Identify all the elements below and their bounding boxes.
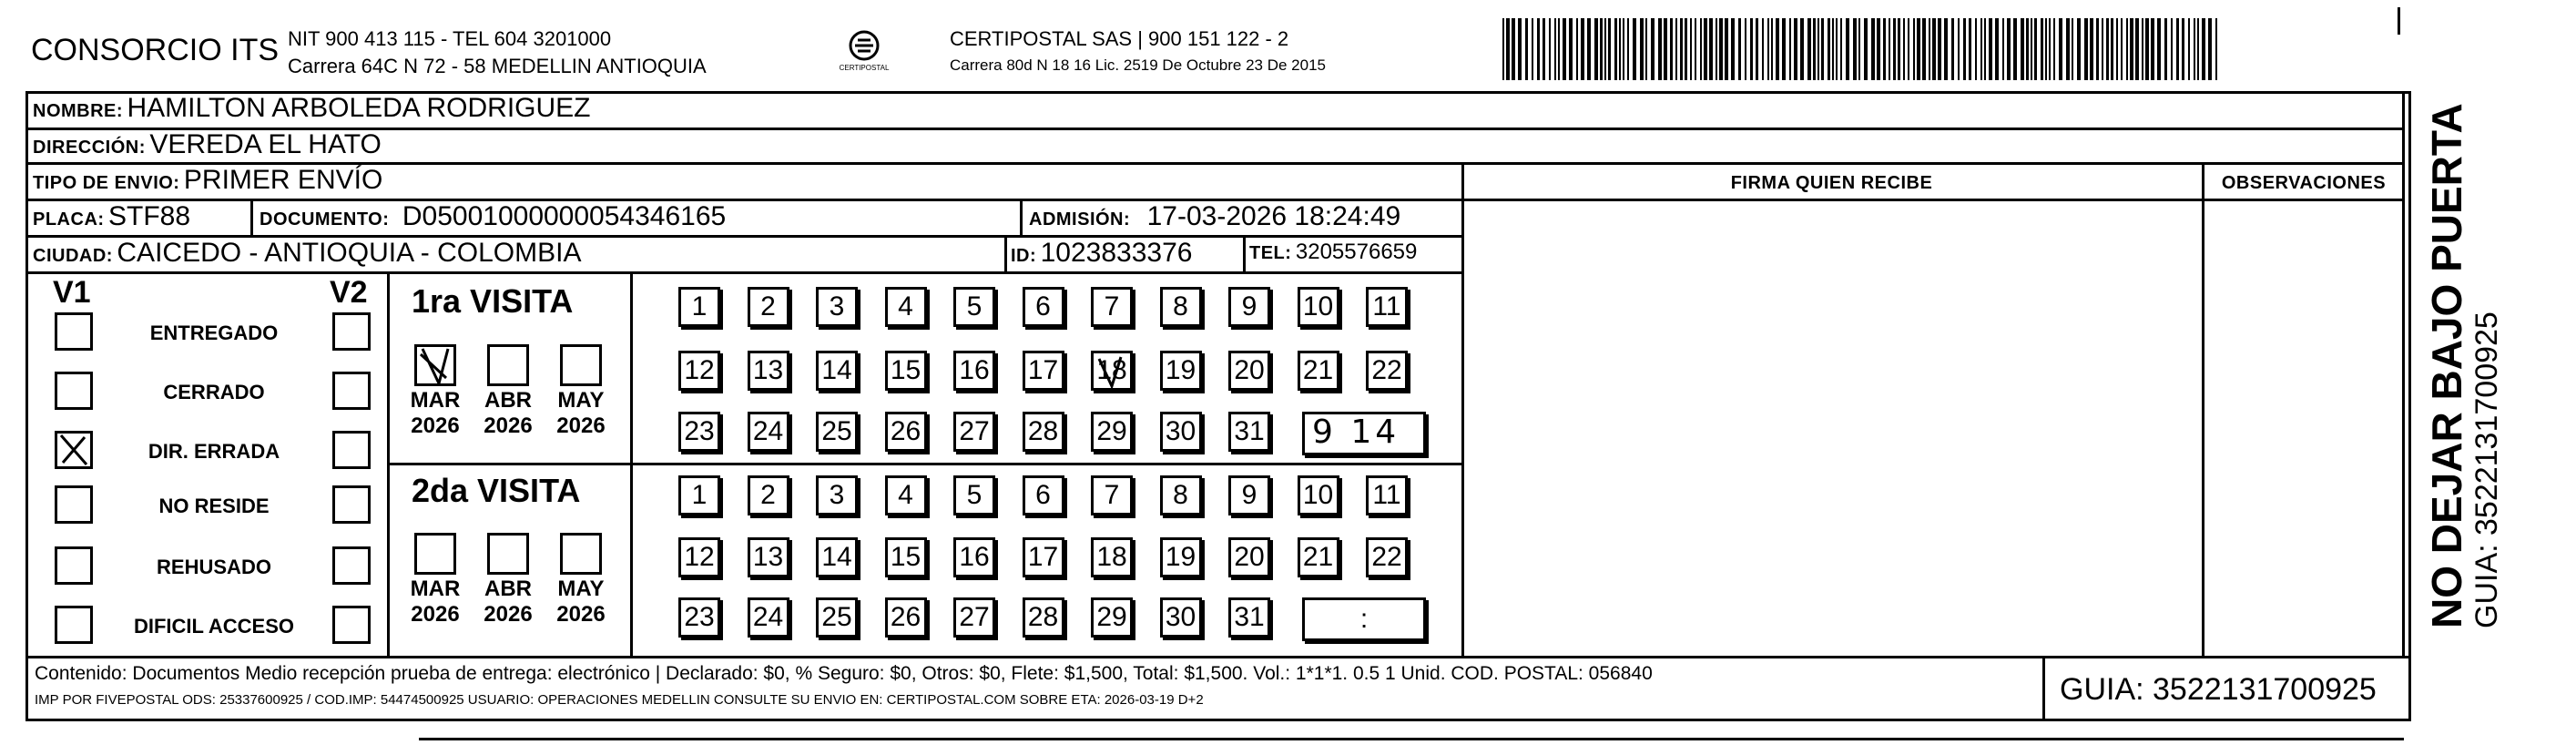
admision-field: [1029, 201, 1400, 232]
barcode-bar: [1782, 18, 1786, 80]
documento-value: D05001000000054346165: [402, 201, 727, 231]
barcode-bar: [1771, 18, 1773, 80]
status-option-label: CERRADO: [163, 381, 265, 403]
visit2-time-box[interactable]: [1302, 597, 1426, 641]
barcode-bar: [2026, 18, 2029, 80]
day-box[interactable]: 9: [1228, 287, 1270, 327]
day-box[interactable]: 31: [1228, 597, 1270, 638]
barcode-bar: [2171, 18, 2173, 80]
barcode-bar: [1864, 18, 1868, 80]
day-box[interactable]: 19: [1160, 537, 1202, 577]
barcode-bar: [1903, 18, 1905, 80]
status-option-label: REHUSADO: [157, 556, 271, 578]
barcode-bar: [1807, 18, 1811, 80]
bottom-edge-line: [419, 738, 2404, 740]
v1-checkbox[interactable]: [55, 546, 93, 585]
barcode-bar: [2059, 18, 2062, 80]
barcode-bar: [1929, 18, 1930, 80]
month-checkbox[interactable]: [560, 533, 602, 575]
barcode-bar: [1738, 18, 1741, 80]
barcode-bar: [1846, 18, 1849, 80]
barcode-bar: [1576, 18, 1578, 80]
tel-divider: [1243, 235, 1246, 271]
barcode-bar: [2197, 18, 2199, 80]
month-label: ABR: [484, 388, 532, 413]
day-box[interactable]: 6: [1023, 287, 1064, 327]
barcode-bar: [1651, 18, 1655, 80]
barcode-bar: [1558, 18, 1560, 80]
day-box[interactable]: 17: [1023, 351, 1064, 391]
barcode-bar: [1932, 18, 1936, 80]
company-address: Carrera 64C N 72 - 58 MEDELLIN ANTIOQUIA: [288, 55, 707, 77]
barcode-bar: [2002, 18, 2004, 80]
barcode-bar: [2121, 18, 2123, 80]
year-label: 2026: [556, 602, 606, 627]
month-label: MAY: [557, 577, 605, 601]
day-box[interactable]: 21: [1298, 351, 1339, 391]
v1-checkbox[interactable]: [55, 312, 93, 351]
day-box[interactable]: 30: [1160, 597, 1202, 638]
logo-caption: CERTIPOSTAL: [839, 64, 890, 72]
barcode-bar: [1731, 18, 1735, 80]
month-checkbox[interactable]: [487, 533, 529, 575]
barcode-bar: [2126, 18, 2128, 80]
visit2-title: 2da VISITA: [412, 472, 581, 509]
barcode-bar: [2053, 18, 2055, 80]
barcode-bar: [2049, 18, 2051, 80]
day-box[interactable]: 2: [748, 475, 789, 515]
day-box[interactable]: 15: [885, 351, 927, 391]
id-divider: [1004, 235, 1007, 271]
barcode-bar: [2007, 18, 2011, 80]
placa-field: [33, 201, 190, 232]
observaciones-divider: [2202, 162, 2204, 656]
v1-label: V1: [53, 275, 91, 310]
barcode-bar: [1821, 18, 1824, 80]
day-box[interactable]: 29: [1091, 412, 1133, 452]
day-box[interactable]: 20: [1228, 351, 1270, 391]
check-mark-icon: [1094, 353, 1130, 390]
barcode-bar: [2215, 18, 2217, 80]
year-label: 2026: [484, 413, 533, 438]
barcode-bar: [1664, 18, 1667, 80]
tel-value: 3205576659: [1295, 240, 1418, 264]
visit-separator: [387, 463, 1461, 465]
day-box[interactable]: 14: [816, 351, 858, 391]
barcode-bar: [1680, 18, 1683, 80]
visit1-time-value: 9 14: [1312, 413, 1400, 451]
barcode-bar: [1836, 18, 1838, 80]
day-box[interactable]: 7: [1091, 287, 1133, 327]
day-box[interactable]: 25: [816, 597, 858, 638]
certipostal-logo: [832, 27, 896, 78]
month-label: ABR: [484, 577, 532, 601]
barcode-bar: [1922, 18, 1926, 80]
barcode-bar: [2066, 18, 2070, 80]
day-box[interactable]: 10: [1298, 287, 1339, 327]
month-checkbox[interactable]: [487, 344, 529, 386]
status-option-label: DIFICIL ACCESO: [133, 615, 294, 638]
barcode-bar: [1633, 18, 1636, 80]
barcode-bar: [1502, 18, 1504, 80]
barcode-bar: [2090, 18, 2093, 80]
day-box[interactable]: 9: [1228, 475, 1270, 515]
barcode-bar: [1877, 18, 1880, 80]
tel-field: [1249, 240, 1417, 265]
year-label: 2026: [411, 413, 460, 438]
barcode-bar: [1608, 18, 1611, 80]
barcode-bar: [1709, 18, 1713, 80]
id-field: [1011, 238, 1192, 269]
barcode-bar: [1554, 18, 1556, 80]
barcode-bar: [1817, 18, 1819, 80]
v1-checkbox[interactable]: [55, 431, 93, 469]
day-box[interactable]: 4: [885, 287, 927, 327]
barcode-bar: [1767, 18, 1769, 80]
v2-checkbox[interactable]: [332, 485, 371, 524]
year-label: 2026: [556, 413, 606, 438]
day-box[interactable]: 4: [885, 475, 927, 515]
placa-value: STF88: [108, 201, 191, 231]
status-option-label: ENTREGADO: [149, 321, 279, 344]
admision-label: ADMISIÓN:: [1029, 209, 1131, 230]
barcode-graphic: [1501, 18, 2229, 82]
nombre-field: [33, 93, 591, 124]
barcode-bar: [1700, 18, 1702, 80]
barcode-bar: [1917, 18, 1920, 80]
barcode-bar: [1745, 18, 1746, 80]
month-label: MAR: [410, 388, 461, 413]
nombre-label: NOMBRE:: [33, 101, 124, 121]
day-box[interactable]: 31: [1228, 412, 1270, 452]
barcode-bar: [2142, 18, 2143, 80]
day-box[interactable]: 7: [1091, 475, 1133, 515]
day-box[interactable]: 26: [885, 412, 927, 452]
barcode-bar: [1813, 18, 1816, 80]
barcode-bar: [1532, 18, 1533, 80]
tipo-envio-label: TIPO DE ENVIO:: [33, 173, 180, 193]
admision-value: 17-03-2026 18:24:49: [1146, 201, 1401, 231]
barcode-bar: [2077, 18, 2081, 80]
day-box[interactable]: 19: [1160, 351, 1202, 391]
barcode-bar: [2072, 18, 2073, 80]
barcode-bar: [2202, 18, 2205, 80]
day-box[interactable]: 28: [1023, 597, 1064, 638]
documento-field: [260, 201, 726, 232]
barcode-bar: [1543, 18, 1545, 80]
barcode-bar: [1995, 18, 1999, 80]
direccion-field: [33, 129, 382, 160]
v2-checkbox[interactable]: [332, 312, 371, 351]
day-box[interactable]: 30: [1160, 412, 1202, 452]
x-mark-icon: [57, 434, 90, 466]
barcode-bar: [2194, 18, 2195, 80]
tipo-envio-value: PRIMER ENVÍO: [183, 165, 383, 195]
day-box[interactable]: 27: [953, 412, 995, 452]
v1-checkbox[interactable]: [55, 606, 93, 644]
barcode-bar: [2130, 18, 2133, 80]
day-box[interactable]: 3: [816, 475, 858, 515]
day-box[interactable]: 17: [1023, 537, 1064, 577]
day-box[interactable]: 1: [678, 287, 720, 327]
barcode-bar: [1549, 18, 1551, 80]
day-box[interactable]: 13: [748, 537, 789, 577]
day-box[interactable]: 18: [1091, 351, 1133, 391]
id-value: 1023833376: [1040, 238, 1193, 268]
barcode-bar: [2157, 18, 2161, 80]
day-box[interactable]: 22: [1366, 351, 1408, 391]
day-box[interactable]: 26: [885, 597, 927, 638]
barcode-bar: [1518, 18, 1522, 80]
barcode-bar: [1537, 18, 1540, 80]
day-box[interactable]: 10: [1298, 475, 1339, 515]
barcode-bar: [2188, 18, 2190, 80]
month-label: MAY: [557, 388, 605, 413]
placa-label: PLACA:: [33, 209, 105, 230]
month-checkbox[interactable]: [414, 533, 456, 575]
barcode-bar: [1980, 18, 1982, 80]
nombre-value: HAMILTON ARBOLEDA RODRIGUEZ: [127, 93, 591, 123]
visit2-time-value: :: [1359, 604, 1369, 634]
day-box[interactable]: 6: [1023, 475, 1064, 515]
v1-checkbox[interactable]: [55, 485, 93, 524]
barcode-bar: [2176, 18, 2179, 80]
barcode-bar: [1756, 18, 1758, 80]
barcode-bar: [1594, 18, 1598, 80]
row-line-6: [25, 656, 2411, 658]
barcode-bar: [1913, 18, 1915, 80]
barcode-bar: [1938, 18, 1941, 80]
barcode-bar: [1675, 18, 1677, 80]
barcode-bar: [1871, 18, 1875, 80]
day-box[interactable]: 21: [1298, 537, 1339, 577]
ciudad-label: CIUDAD:: [33, 246, 113, 266]
barcode-bar: [1828, 18, 1830, 80]
barcode-bar: [1908, 18, 1909, 80]
day-box[interactable]: 25: [816, 412, 858, 452]
observaciones-label: OBSERVACIONES: [2221, 173, 2387, 193]
v2-checkbox[interactable]: [332, 606, 371, 644]
barcode-bar: [1898, 18, 1900, 80]
day-box[interactable]: 18: [1091, 537, 1133, 577]
month-checkbox[interactable]: [560, 344, 602, 386]
barcode-bar: [1725, 18, 1728, 80]
barcode-bar: [1889, 18, 1890, 80]
side-guia: GUIA: 3522131700925: [2469, 311, 2504, 628]
day-box[interactable]: 15: [885, 537, 927, 577]
barcode-bar: [1762, 18, 1764, 80]
day-box[interactable]: 8: [1160, 287, 1202, 327]
barcode-bar: [1640, 18, 1644, 80]
visit1-time-box[interactable]: [1302, 412, 1426, 455]
barcode-bar: [1658, 18, 1662, 80]
ciudad-field: [33, 238, 581, 269]
header-edge-line: [2398, 7, 2400, 35]
barcode-bar: [1832, 18, 1834, 80]
v1-checkbox[interactable]: [55, 372, 93, 410]
footer-guia: GUIA: 3522131700925: [2060, 672, 2377, 707]
day-box[interactable]: 5: [953, 475, 995, 515]
barcode-bar: [1670, 18, 1673, 80]
day-box[interactable]: 5: [953, 287, 995, 327]
row-line-1: [25, 128, 2404, 130]
barcode-bar: [1794, 18, 1797, 80]
barcode-bar: [1604, 18, 1606, 80]
barcode-bar: [1975, 18, 1977, 80]
barcode-bar: [1858, 18, 1860, 80]
v2-label: V2: [330, 275, 368, 310]
day-box[interactable]: 22: [1366, 537, 1408, 577]
visit1-title: 1ra VISITA: [412, 282, 574, 320]
barcode-bar: [2041, 18, 2043, 80]
v2-checkbox[interactable]: [332, 431, 371, 469]
barcode-bar: [1883, 18, 1886, 80]
barcode-bar: [2106, 18, 2109, 80]
barcode-bar: [1958, 18, 1960, 80]
barcode-bar: [2102, 18, 2103, 80]
barcode-bar: [1619, 18, 1621, 80]
barcode-bar: [1587, 18, 1591, 80]
barcode-bar: [1627, 18, 1629, 80]
certipostal-license: Carrera 80d N 18 16 Lic. 2519 De Octubre 23 De 2015: [950, 56, 1326, 74]
barcode-bar: [1695, 18, 1696, 80]
barcode-bar: [1506, 18, 1510, 80]
barcode-bar: [2151, 18, 2154, 80]
day-box[interactable]: 28: [1023, 412, 1064, 452]
day-box[interactable]: 23: [678, 597, 720, 638]
barcode-bar: [2164, 18, 2167, 80]
barcode-bar: [1690, 18, 1692, 80]
day-box[interactable]: 24: [748, 597, 789, 638]
firma-header-line: [1461, 199, 2404, 201]
day-box[interactable]: 2: [748, 287, 789, 327]
day-box[interactable]: 20: [1228, 537, 1270, 577]
barcode-bar: [2135, 18, 2139, 80]
day-box[interactable]: 12: [678, 351, 720, 391]
day-box[interactable]: 23: [678, 412, 720, 452]
direccion-value: VEREDA EL HATO: [149, 129, 382, 159]
barcode-bar: [2208, 18, 2212, 80]
barcode-bar: [1893, 18, 1896, 80]
ciudad-value: CAICEDO - ANTIOQUIA - COLOMBIA: [117, 238, 582, 268]
barcode-bar: [2031, 18, 2032, 80]
placa-divider: [250, 199, 253, 235]
v2-checkbox[interactable]: [332, 546, 371, 585]
day-box[interactable]: 24: [748, 412, 789, 452]
barcode-bar: [1984, 18, 1986, 80]
barcode-bar: [1944, 18, 1948, 80]
barcode-bar: [1623, 18, 1624, 80]
barcode-bar: [1989, 18, 1992, 80]
barcode-bar: [1716, 18, 1717, 80]
side-title: NO DEJAR BAJO PUERTA: [2423, 103, 2470, 628]
x-mark-icon: [417, 347, 453, 383]
barcode-bar: [2021, 18, 2024, 80]
day-box[interactable]: 27: [953, 597, 995, 638]
footer-imp-line: IMP POR FIVEPOSTAL ODS: 25337600925 / COD.IMP: 54474500925 USUARIO: OPERACIONES MEDELLIN CONSULTE SU ENVIO EN: CERTIPOSTAL.COM SOBRE ETA: 2026-03-19 D+2: [35, 692, 1204, 708]
v2-checkbox[interactable]: [332, 372, 371, 410]
barcode-bar: [1776, 18, 1779, 80]
tipo-envio-field: [33, 165, 382, 196]
day-box[interactable]: 13: [748, 351, 789, 391]
barcode-bar: [1512, 18, 1515, 80]
footer-guia-divider: [2042, 656, 2045, 721]
barcode-bar: [1853, 18, 1857, 80]
documento-label: DOCUMENTO:: [260, 209, 390, 230]
day-box[interactable]: 8: [1160, 475, 1202, 515]
month-label: MAR: [410, 577, 461, 601]
barcode-bar: [2045, 18, 2047, 80]
row-line-5: [25, 271, 1464, 274]
day-box[interactable]: 11: [1366, 287, 1408, 327]
barcode-bar: [2145, 18, 2149, 80]
barcode-bar: [1600, 18, 1603, 80]
day-box[interactable]: 1: [678, 475, 720, 515]
company-nit: NIT 900 413 115 - TEL 604 3201000: [288, 27, 612, 50]
barcode-bar: [1614, 18, 1617, 80]
barcode-bar: [1840, 18, 1842, 80]
barcode-bar: [2111, 18, 2113, 80]
month-checkbox[interactable]: [414, 344, 456, 386]
firma-divider: [1461, 162, 1464, 656]
barcode-bar: [1685, 18, 1687, 80]
footer-contenido: Contenido: Documentos Medio recepción prueba de entrega: electrónico | Declarado: $0, % Seguro: $0, Otros: $0, Flete: $1,500, Total: $1,500. Vol.: 1*1*1. 0.5 1 Unid. COD. POSTAL: 056840: [35, 663, 1653, 684]
barcode-bar: [1581, 18, 1584, 80]
year-label: 2026: [484, 602, 533, 627]
barcode-bar: [1719, 18, 1723, 80]
barcode-bar: [2116, 18, 2118, 80]
barcode-bar: [2182, 18, 2184, 80]
barcode-bar: [2096, 18, 2099, 80]
barcode-bar: [2084, 18, 2088, 80]
year-label: 2026: [411, 602, 460, 627]
barcode-bar: [1569, 18, 1573, 80]
day-box[interactable]: 3: [816, 287, 858, 327]
status-option-label: DIR. ERRADA: [148, 440, 280, 463]
barcode-bar: [2013, 18, 2017, 80]
barcode-bar: [1789, 18, 1791, 80]
day-box[interactable]: 16: [953, 537, 995, 577]
barcode-bar: [1645, 18, 1647, 80]
barcode-bar: [2034, 18, 2037, 80]
company-name: CONSORCIO ITS: [31, 33, 280, 67]
direccion-label: DIRECCIÓN:: [33, 138, 146, 158]
barcode-bar: [1800, 18, 1804, 80]
tel-label: TEL:: [1249, 243, 1292, 263]
barcode-bar: [1750, 18, 1753, 80]
day-box[interactable]: 29: [1091, 597, 1133, 638]
certipostal-nit: CERTIPOSTAL SAS | 900 151 122 - 2: [950, 27, 1289, 50]
firma-label: FIRMA QUIEN RECIBE: [1730, 173, 1933, 193]
day-box[interactable]: 12: [678, 537, 720, 577]
barcode-bar: [1963, 18, 1966, 80]
day-box[interactable]: 11: [1366, 475, 1408, 515]
day-box[interactable]: 16: [953, 351, 995, 391]
barcode-bar: [1563, 18, 1566, 80]
barcode: [1501, 18, 2229, 82]
barcode-bar: [1969, 18, 1971, 80]
barcode-bar: [1951, 18, 1954, 80]
day-box[interactable]: 14: [816, 537, 858, 577]
admision-divider: [1020, 199, 1023, 235]
status-option-label: NO RESIDE: [158, 495, 270, 517]
id-label: ID:: [1011, 246, 1037, 266]
barcode-bar: [1525, 18, 1528, 80]
barcode-bar: [1704, 18, 1707, 80]
